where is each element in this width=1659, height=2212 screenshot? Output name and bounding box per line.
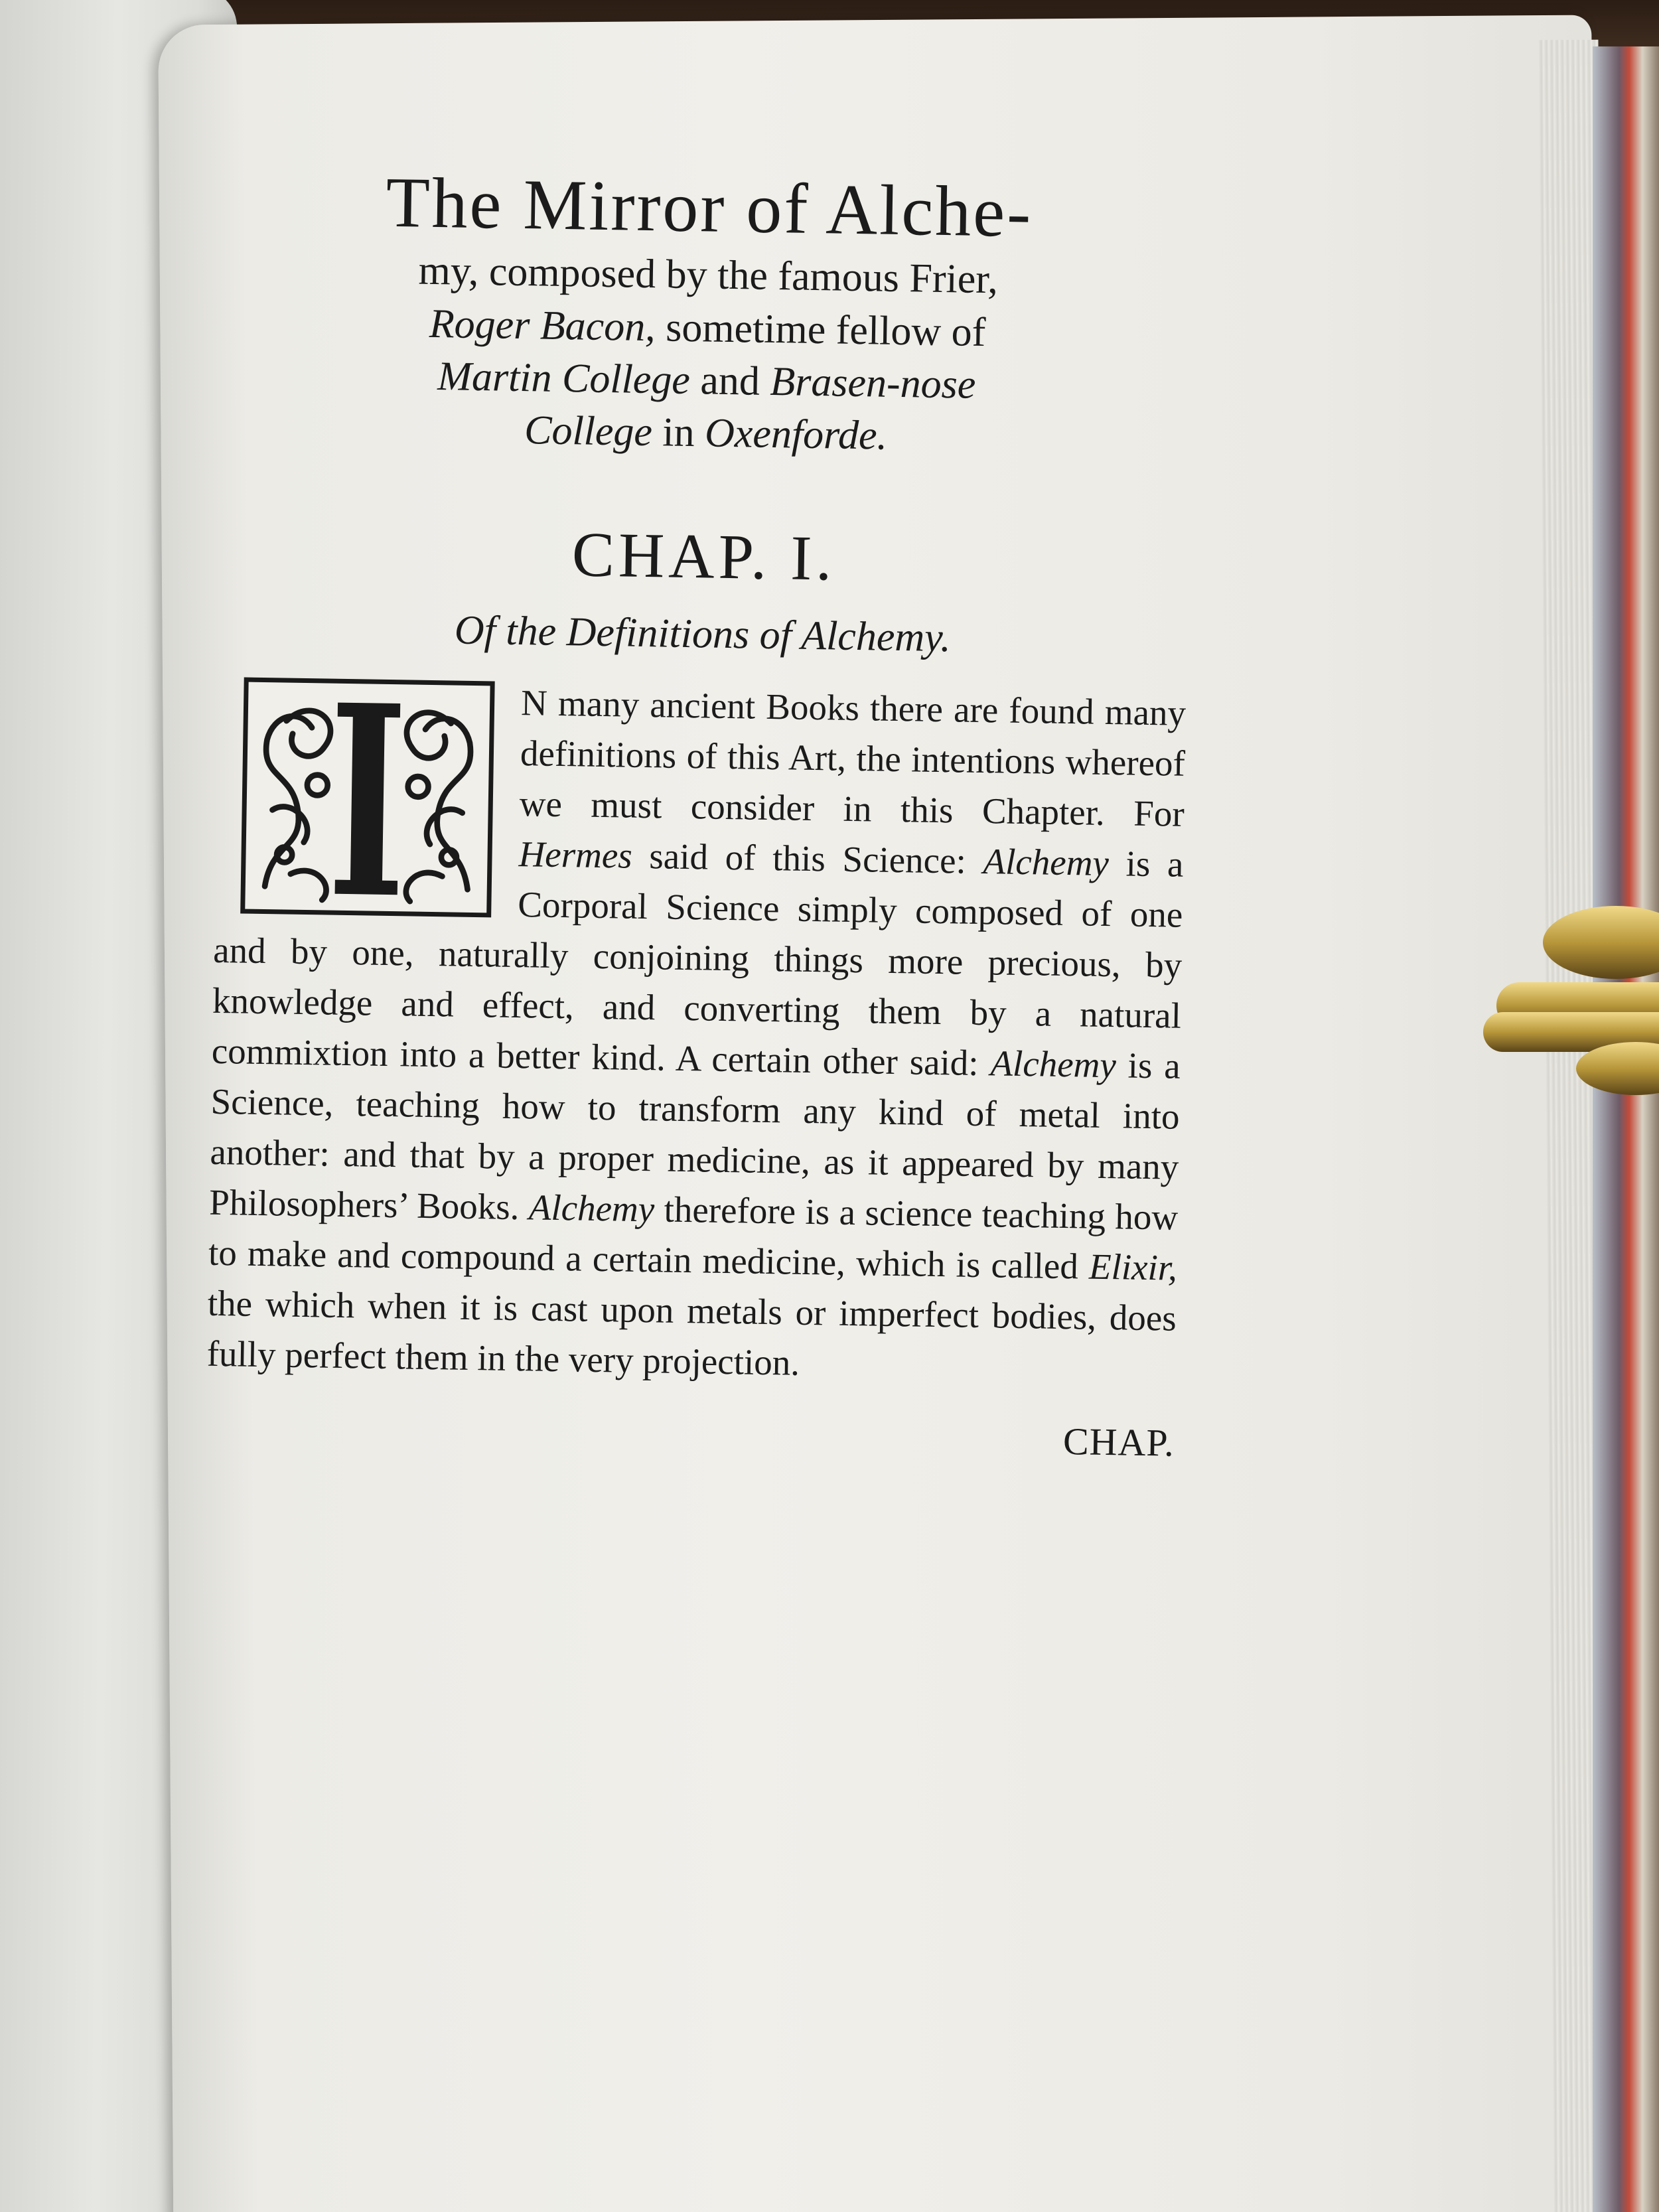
author-name: Roger Bacon, [429, 301, 656, 350]
italic-term: Alchemy [528, 1187, 655, 1230]
brass-clip-icon [1470, 883, 1659, 1102]
text-run: therefore is a science teaching how to make and compound a certain medicine, which is called [208, 1189, 1179, 1287]
floral-ornament-icon [245, 682, 490, 913]
page-text [205, 159, 1194, 1465]
italic-term: Alchemy [990, 1043, 1117, 1086]
chapter-body [206, 673, 1187, 1394]
chapter-heading: CHAP. I. [571, 518, 837, 594]
chapter-subtitle: Of the Definitions of Alchemy. [454, 607, 952, 661]
title-line-2: Roger Bacon, sometime fellow of [429, 301, 986, 355]
book-title: The Mirror of Alche- [385, 163, 1034, 253]
title-line-4: College in Oxenforde. [524, 407, 888, 459]
text-run: the which when it is cast upon metals or imperfect bodies, does fully perfect them in the very projection. [206, 1283, 1177, 1384]
text-run: said of this Science: [632, 835, 984, 882]
title-line-3: Martin College and Brasen-nose [437, 353, 976, 407]
title-line-1: my, composed by the famous Frier, [418, 248, 999, 303]
italic-term: Hermes [518, 834, 633, 876]
catchword: CHAP. [1062, 1420, 1175, 1465]
ornamental-drop-cap [240, 678, 495, 918]
text-run: N many ancient Books there are found many definitions of this Art, the intentions whereof we must consider in this Chapter. For [519, 682, 1187, 835]
text-run: is a Corporal Science simply composed of one and by one, naturally conjoining things more precious, by knowledge and effect, and converting them by a natural commixtion into a better kind. A certain other said: [211, 843, 1184, 1084]
book-cover-edge [1593, 46, 1659, 2212]
italic-term: Alchemy [983, 841, 1110, 884]
text-run: is a Science, teaching how to transform any kind of metal into another: and that by a proper medicine, as it appeared by many Philosophers’ Books. [208, 1045, 1181, 1228]
italic-term: Elixir, [1088, 1246, 1178, 1288]
